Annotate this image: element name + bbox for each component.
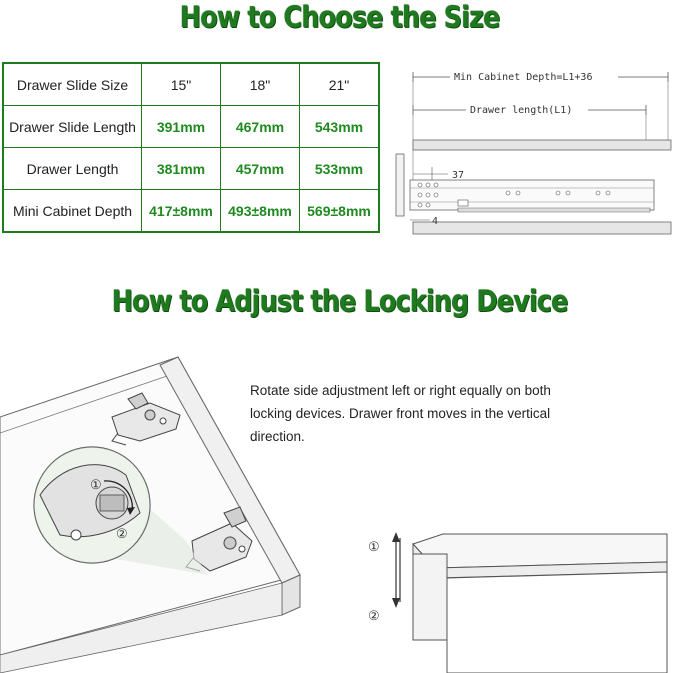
- table-header-size: 21": [300, 63, 380, 106]
- table-header-size: 15": [142, 63, 221, 106]
- dim-37-label: 37: [452, 170, 465, 181]
- dim-4-label: 4: [432, 216, 439, 227]
- table-row: [3, 106, 379, 148]
- table-row: [3, 190, 379, 233]
- table-row: [3, 148, 379, 190]
- row-label: Drawer Slide Length: [3, 106, 142, 148]
- cabinet-illustration: [355, 520, 675, 673]
- row-label: Mini Cabinet Depth: [3, 190, 142, 233]
- drawer-length-label: Drawer length(L1): [470, 105, 573, 116]
- detail-marker-2: ②: [116, 527, 128, 542]
- table-cell: 391mm: [142, 106, 221, 148]
- table-header-size: 18": [221, 63, 300, 106]
- size-table: [2, 62, 380, 233]
- size-section-title: How to Choose the Size: [179, 0, 500, 34]
- row-label: Drawer Length: [3, 148, 142, 190]
- instruction-text: Rotate side adjustment left or right equally on both locking devices. Drawer front moves in the vertical direction.: [250, 383, 551, 444]
- table-header-label: Drawer Slide Size: [3, 63, 142, 106]
- table-cell: 543mm: [300, 106, 380, 148]
- move-up-marker: ①: [368, 540, 380, 555]
- table-cell: 457mm: [221, 148, 300, 190]
- table-cell: 493±8mm: [221, 190, 300, 233]
- table-cell: 533mm: [300, 148, 380, 190]
- table-header-row: [3, 63, 379, 106]
- table-cell: 381mm: [142, 148, 221, 190]
- detail-marker-1: ①: [90, 478, 102, 493]
- table-cell: 417±8mm: [142, 190, 221, 233]
- dimension-diagram: [388, 62, 673, 242]
- magnified-detail: [34, 447, 150, 563]
- move-down-marker: ②: [368, 609, 380, 624]
- cabinet-depth-label: Min Cabinet Depth=L1+36: [454, 72, 593, 83]
- table-cell: 467mm: [221, 106, 300, 148]
- lock-section-title: How to Adjust the Locking Device: [111, 284, 568, 318]
- table-cell: 569±8mm: [300, 190, 380, 233]
